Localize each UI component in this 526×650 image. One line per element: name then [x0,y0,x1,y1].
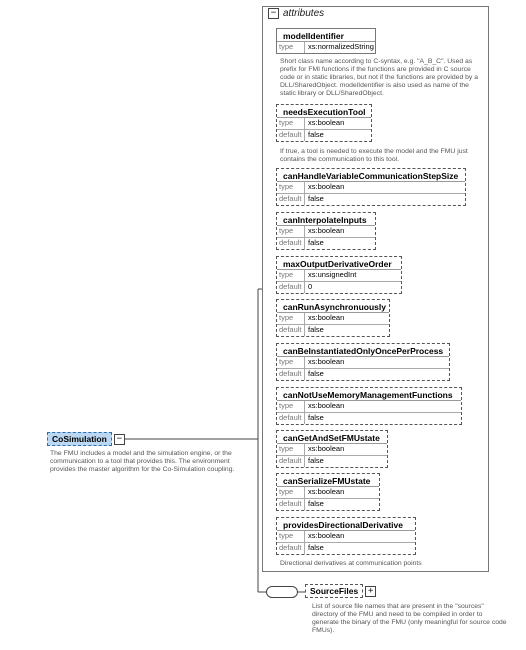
attribute-maxOutputDerivativeOrder[interactable] [276,256,402,294]
attribute-canRunAsynchronuously[interactable] [276,299,390,337]
attribute-type-row-value: xs:boolean [308,444,345,453]
sequence-compositor[interactable] [266,586,298,598]
attribute-type-row-key: type [277,487,305,498]
attribute-default-row [277,456,387,467]
attribute-default-row-value: false [308,456,324,465]
attribute-default-row-key: default [277,282,305,293]
cosimulation-element[interactable] [47,432,125,446]
attribute-default-row [277,325,389,336]
attribute-type-row-key: type [277,531,305,542]
attribute-default-row-value: false [308,325,324,334]
attribute-name: needsExecutionTool [277,105,371,118]
attribute-default-row-value: false [308,130,324,139]
attribute-default-row-value: false [308,413,324,422]
attribute-default-row-key: default [277,499,305,510]
attribute-default-row-key: default [277,130,305,141]
attribute-canHandleVariableCommunicationStepSize[interactable] [276,168,466,206]
cosimulation-description: The FMU includes a model and the simulation engine, or the communication to a tool that provides this. The environment provides the master algorithm for the Co-Simulation coupling. [50,450,235,473]
attribute-canBeInstantiatedOnlyOncePerProcess[interactable] [276,343,450,381]
attribute-description: Directional derivatives at communication points [280,560,422,567]
attribute-default-row-key: default [277,325,305,336]
attribute-default-row-key: default [277,369,305,380]
attribute-default-row [277,238,375,249]
attribute-default-row-value: false [308,194,324,203]
attribute-canGetAndSetFMUstate[interactable] [276,430,388,468]
collapse-icon[interactable]: − [268,8,279,19]
attribute-default-row [277,413,461,424]
attribute-name: canNotUseMemoryManagementFunctions [277,388,461,401]
attribute-canNotUseMemoryManagementFunctions[interactable] [276,387,462,425]
attribute-canSerializeFMUstate[interactable] [276,473,380,511]
attribute-type-row-key: type [277,401,305,412]
attribute-default-row [277,130,371,141]
attribute-name: canInterpolateInputs [277,213,375,226]
attribute-type-row-key: type [277,444,305,455]
attribute-type-row [277,401,461,413]
attribute-type-row-value: xs:boolean [308,313,345,322]
attribute-type-row-value: xs:boolean [308,357,345,366]
collapse-icon[interactable]: − [114,434,125,445]
attribute-default-row [277,543,415,554]
attribute-type-row-key: type [277,313,305,324]
attribute-description: Short class name according to C-syntax, e.g. "A_B_C". Used as prefix for FMI functions if the functions are provided in C source code or in static libraries, but not if the functions are provided by a DLL/SharedObject. modelIdentifier is also used as name of the static library or DLL/SharedObject. [280,58,478,97]
sourcefiles-element[interactable] [305,584,376,598]
attribute-default-row-value: false [308,543,324,552]
attribute-name: modelIdentifier [277,29,375,42]
attribute-type-row-key: type [277,118,305,129]
attribute-default-row [277,194,465,205]
attribute-type-row-value: xs:boolean [308,531,345,540]
attribute-name: canSerializeFMUstate [277,474,379,487]
attribute-name: providesDirectionalDerivative [277,518,415,531]
attribute-providesDirectionalDerivative[interactable] [276,517,416,555]
attribute-type-row-value: xs:boolean [308,226,345,235]
attribute-modelIdentifier[interactable] [276,28,376,54]
attribute-type-row-key: type [277,182,305,193]
attribute-type-row-value: xs:boolean [308,118,345,127]
attribute-type-row [277,444,387,456]
attribute-type-row-key: type [277,270,305,281]
attribute-type-row-value: xs:boolean [308,401,345,410]
attribute-default-row-key: default [277,194,305,205]
attribute-name: maxOutputDerivativeOrder [277,257,401,270]
attribute-type-row [277,182,465,194]
attribute-type-row [277,487,379,499]
attribute-type-row-value: xs:normalizedString [308,42,374,51]
attribute-type-row [277,313,389,325]
attribute-type-row-key: type [277,226,305,237]
attributes-group-header [268,6,324,20]
attribute-default-row-key: default [277,413,305,424]
attribute-type-row-key: type [277,42,305,53]
attribute-default-row-value: false [308,238,324,247]
attributes-group-title: attributes [283,7,325,19]
attribute-type-row [277,531,415,543]
sourcefiles-element-label: SourceFiles [305,584,363,598]
attribute-type-row [277,270,401,282]
attribute-name: canRunAsynchronuously [277,300,389,313]
sourcefiles-description: List of source file names that are present in the "sources" directory of the FMU and need to be compiled in order to generate the binary of the FMU (only meaningful for source code FMUs). [312,603,507,634]
attribute-needsExecutionTool[interactable] [276,104,372,142]
attribute-default-row-value: 0 [308,282,313,291]
attribute-default-row-value: false [308,499,324,508]
attribute-default-row [277,282,401,293]
attribute-type-row [277,226,375,238]
attribute-default-row [277,499,379,510]
attribute-type-row [277,42,375,53]
expand-icon[interactable]: + [365,586,376,597]
attribute-canInterpolateInputs[interactable] [276,212,376,250]
attribute-default-row-value: false [308,369,324,378]
attribute-default-row-key: default [277,543,305,554]
attribute-name: canGetAndSetFMUstate [277,431,387,444]
attribute-name: canBeInstantiatedOnlyOncePerProcess [277,344,449,357]
attribute-default-row-key: default [277,238,305,249]
attribute-type-row [277,118,371,130]
attribute-type-row-value: xs:unsignedInt [308,270,357,279]
attribute-type-row-value: xs:boolean [308,182,345,191]
attribute-type-row [277,357,449,369]
cosimulation-element-label: CoSimulation [47,432,112,446]
attribute-type-row-value: xs:boolean [308,487,345,496]
attribute-type-row-key: type [277,357,305,368]
attribute-default-row [277,369,449,380]
attribute-description: If true, a tool is needed to execute the model and the FMU just contains the communication to this tool. [280,148,468,163]
attribute-default-row-key: default [277,456,305,467]
attribute-name: canHandleVariableCommunicationStepSize [277,169,465,182]
